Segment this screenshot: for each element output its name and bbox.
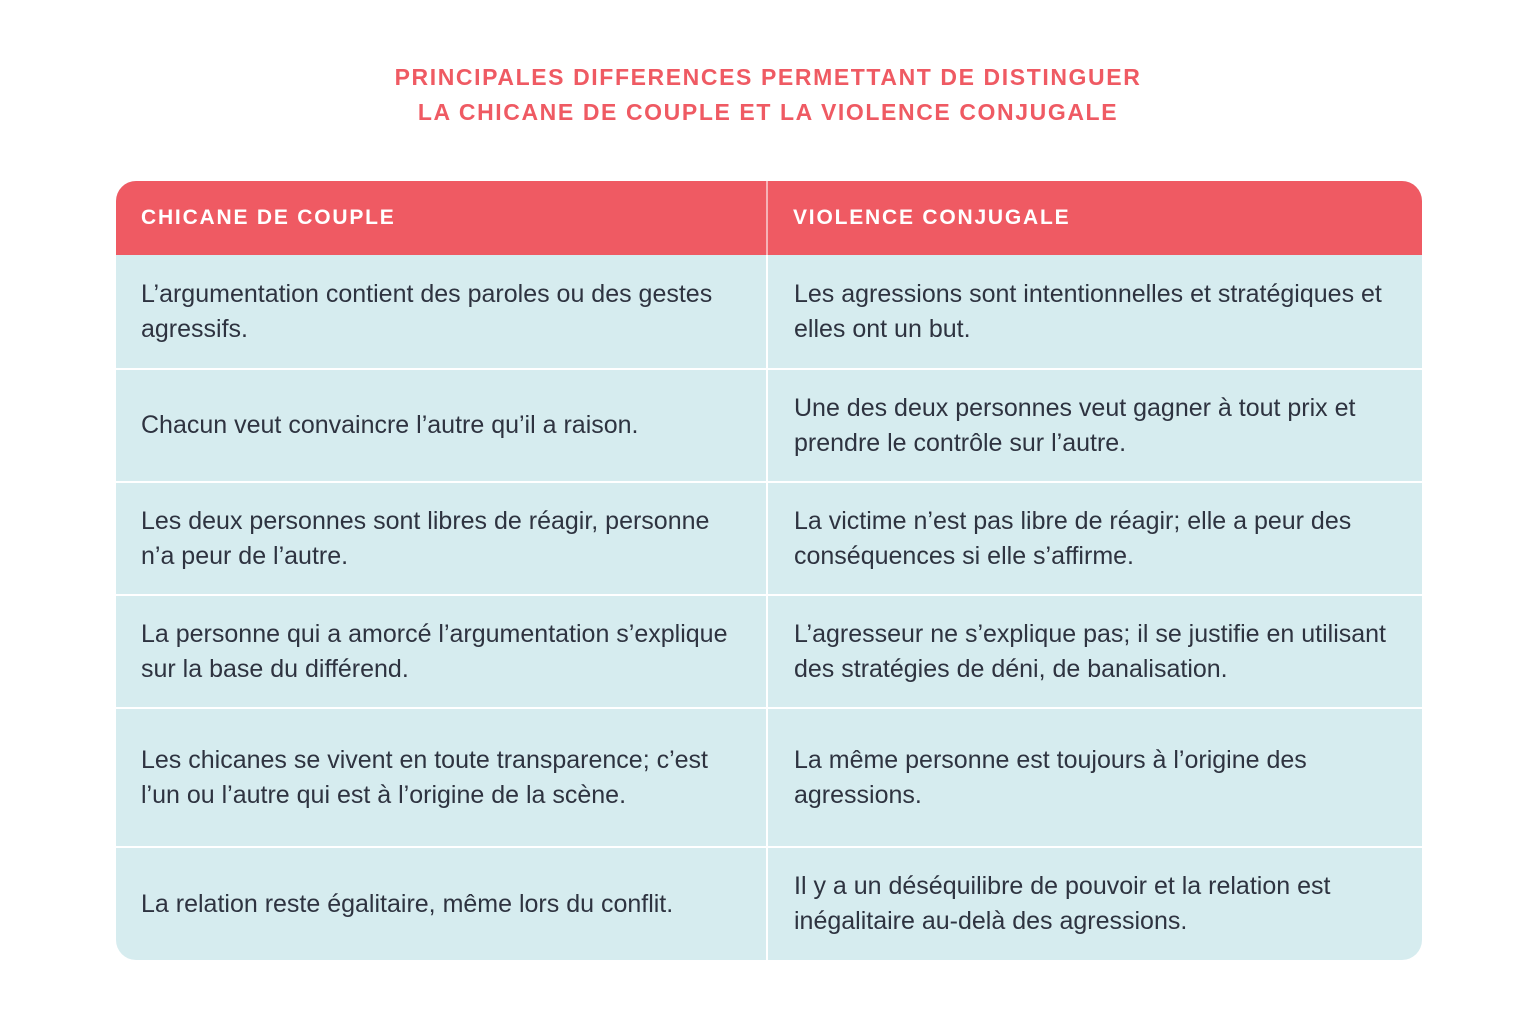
comparison-table <box>116 181 1422 960</box>
cell-chicane: La personne qui a amorcé l’argumentation s’explique sur la base du différend. <box>116 596 768 707</box>
cell-violence: La victime n’est pas libre de réagir; elle a peur des conséquences si elle s’affirme. <box>794 506 1352 570</box>
cell-violence: Une des deux personnes veut gagner à tout prix et prendre le contrôle sur l’autre. <box>794 393 1356 457</box>
header-chicane-de-couple: CHICANE DE COUPLE <box>116 181 768 255</box>
table-row <box>116 368 1422 481</box>
cell-chicane: Chacun veut convaincre l’autre qu’il a raison. <box>116 370 768 481</box>
cell-violence: La même personne est toujours à l’origine des agressions. <box>794 745 1307 809</box>
table-row <box>116 707 1422 846</box>
table-row <box>116 846 1422 960</box>
cell-violence: L’agresseur ne s’explique pas; il se justifie en utilisant des stratégies de déni, de banalisation. <box>794 619 1387 683</box>
table-row <box>116 255 1422 368</box>
table-row <box>116 481 1422 594</box>
table-body <box>116 255 1422 960</box>
table-row <box>116 594 1422 707</box>
cell-violence: Les agressions sont intentionnelles et stratégiques et elles ont un but. <box>794 279 1382 343</box>
title-line-2: LA CHICANE DE COUPLE ET LA VIOLENCE CONJUGALE <box>417 99 1119 125</box>
cell-chicane: La relation reste égalitaire, même lors du conflit. <box>116 848 768 960</box>
table-header <box>116 181 1422 255</box>
cell-violence: Il y a un déséquilibre de pouvoir et la relation est inégalitaire au-delà des agressions. <box>794 872 1331 935</box>
page-title <box>0 60 1536 130</box>
cell-chicane: Les chicanes se vivent en toute transparence; c’est l’un ou l’autre qui est à l’origine de la scène. <box>116 709 768 846</box>
header-violence-conjugale: VIOLENCE CONJUGALE <box>793 206 1071 229</box>
title-line-1: PRINCIPALES DIFFERENCES PERMETTANT DE DISTINGUER <box>394 64 1142 90</box>
cell-chicane: L’argumentation contient des paroles ou des gestes agressifs. <box>116 255 768 368</box>
cell-chicane: Les deux personnes sont libres de réagir, personne n’a peur de l’autre. <box>116 483 768 594</box>
